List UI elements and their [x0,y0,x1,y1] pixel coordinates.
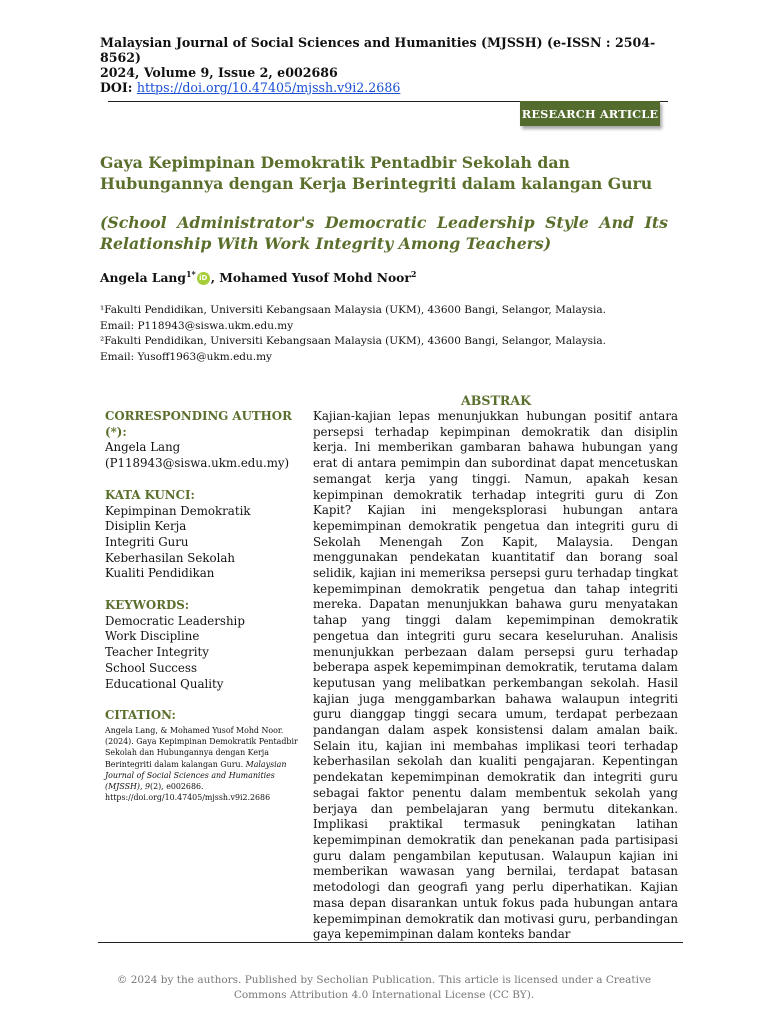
keyword-item: Educational Quality [105,676,224,691]
affiliations [100,303,606,365]
keywords-heading: KEYWORDS: [105,598,190,613]
abstract-clip [313,409,678,942]
affiliation-2: ²Fakulti Pendidikan, Universiti Kebangsaan Malaysia (UKM), 43600 Bangi, Selangor, Malaysia. [100,335,607,347]
author-1-marker: 1* [185,269,196,279]
doi-link[interactable]: https://doi.org/10.47405/mjssh.v9i2.2686 [136,80,401,95]
citation-reference: Angela Lang, & Mohamed Yusof Mohd Noor. (2024). Gaya Kepimpinan Demokratik Pentadbir Sekolah dan Hubungannya dengan Kerja Berintegriti dalam kalangan Guru. [105,725,298,769]
citation-journal: Malaysian Journal of Social Sciences and Humanities (MJSSH), 9 [105,759,287,791]
citation-text [105,725,310,803]
keyword-item: School Success [105,660,197,675]
footer-divider [98,942,683,943]
abstract-text: Kajian-kajian lepas menunjukkan hubungan positif antara persepsi terhadap kepimpinan demokratik dan disiplin kerja. Ini memberikan gambaran bahawa hubungan yang erat di antara pemimpin dan subordinat dapat mencetuskan semangat kerja yang tinggi. Namun, apakah kesan kepimpinan demokratik terhadap integriti guru di Zon Kapit? Kajian ini mengeksplorasi hubungan antara kepemimpinan demokratik pengetua dan integriti guru di Sekolah Menengah Zon Kapit, Malaysia. Dengan menggunakan pendekatan kuantitatif dan borang soal selidik, kajian ini memeriksa persepsi guru terhadap tingkat kepemimpinan demokratik pengetua dan tahap integriti mereka. Dapatan menunjukkan bahawa guru menyatakan tahap yang tinggi dalam kepemimpinan demokratik pengetua dan integriti guru secara keseluruhan. Analisis menunjukkan perbezaan dalam persepsi guru terhadap beberapa aspek kepemimpinan demokratik, terutama dalam keputusan yang melibatkan perkembangan sekolah. Hasil kajian juga menggambarkan bahawa walaupun integriti guru dianggap tinggi secara umum, terdapat perbezaan pandangan dalam aspek konsistensi dalam amalan baik. Selain itu, kajian ini membahas implikasi teori terhadap keberhasilan sekolah dan kualiti pengajaran. Kepentingan pendekatan kepemimpinan demokratik dan integriti guru sebagai faktor penentu dalam membentuk sekolah yang berjaya dan pembelajaran yang bermutu ditekankan. Implikasi praktikal termasuk peningkatan latihan kepemimpinan demokratik dan penekanan pada partisipasi guru dalam pengambilan keputusan. Walaupun kajian ini memberikan wawasan yang bernilai, terdapat batasan metodologi dan geografi yang perlu diperhatikan. Kajian masa depan disarankan untuk fokus pada hubungan antara kepemimpinan demokratik dan motivasi guru, perbandingan gaya kepemimpinan dalam konteks bandar [313,409,678,942]
title-english: (School Administrator's Democratic Leadership Style And Its Relationship With Work Integrity Among Teachers) [100,213,668,253]
authors-line [100,269,416,285]
affiliation-1-email: Email: P118943@siswa.ukm.edu.my [100,319,294,332]
journal-volume: 2024, Volume 9, Issue 2, e002686 [100,65,338,80]
corresponding-author-email: (P118943@siswa.ukm.edu.my) [105,456,290,471]
journal-header [100,35,680,95]
title-malay: Gaya Kepimpinan Demokratik Pentadbir Sekolah dan Hubungannya dengan Kerja Berintegriti dalam kalangan Guru [100,153,653,193]
author-2-marker: 2 [410,269,417,279]
license-footer: © 2024 by the authors. Published by Secholian Publication. This article is licensed under a Creative Commons Attribution 4.0 International License (CC BY). [116,974,652,1001]
corresponding-author-name: Angela Lang [105,440,181,455]
affiliation-1: ¹Fakulti Pendidikan, Universiti Kebangsaan Malaysia (UKM), 43600 Bangi, Selangor, Malaysia. [100,304,607,316]
sidebar-metadata [105,409,310,803]
kata-kunci-heading: KATA KUNCI: [105,487,195,502]
corresponding-author-heading: CORRESPONDING AUTHOR (*): [105,409,292,439]
author-2: , Mohamed Yusof Mohd Noor [210,270,411,286]
research-article-badge: RESEARCH ARTICLE [520,101,660,126]
doi-row [100,80,680,95]
keyword-item: Teacher Integrity [105,645,209,660]
kata-kunci-item: Disiplin Kerja [105,519,187,534]
kata-kunci-item: Kualiti Pendidikan [105,566,215,581]
citation-heading: CITATION: [105,708,176,723]
abstrak-heading: ABSTRAK [461,393,532,408]
author-1: Angela Lang [100,270,186,286]
kata-kunci-item: Integriti Guru [105,534,189,549]
affiliation-2-email: Email: Yusoff1963@ukm.edu.my [100,350,272,363]
citation-issue-doi: (2), e002686. https://doi.org/10.47405/mjssh.v9i2.2686 [105,781,271,803]
keyword-item: Democratic Leadership [105,613,245,628]
doi-label: DOI: [100,80,137,95]
orcid-icon[interactable]: iD [197,272,210,285]
keyword-item: Work Discipline [105,629,200,644]
journal-name: Malaysian Journal of Social Sciences and Humanities (MJSSH) (e-ISSN : 2504-8562) [100,35,656,65]
kata-kunci-item: Kepimpinan Demokratik [105,503,251,518]
kata-kunci-item: Keberhasilan Sekolah [105,550,235,565]
